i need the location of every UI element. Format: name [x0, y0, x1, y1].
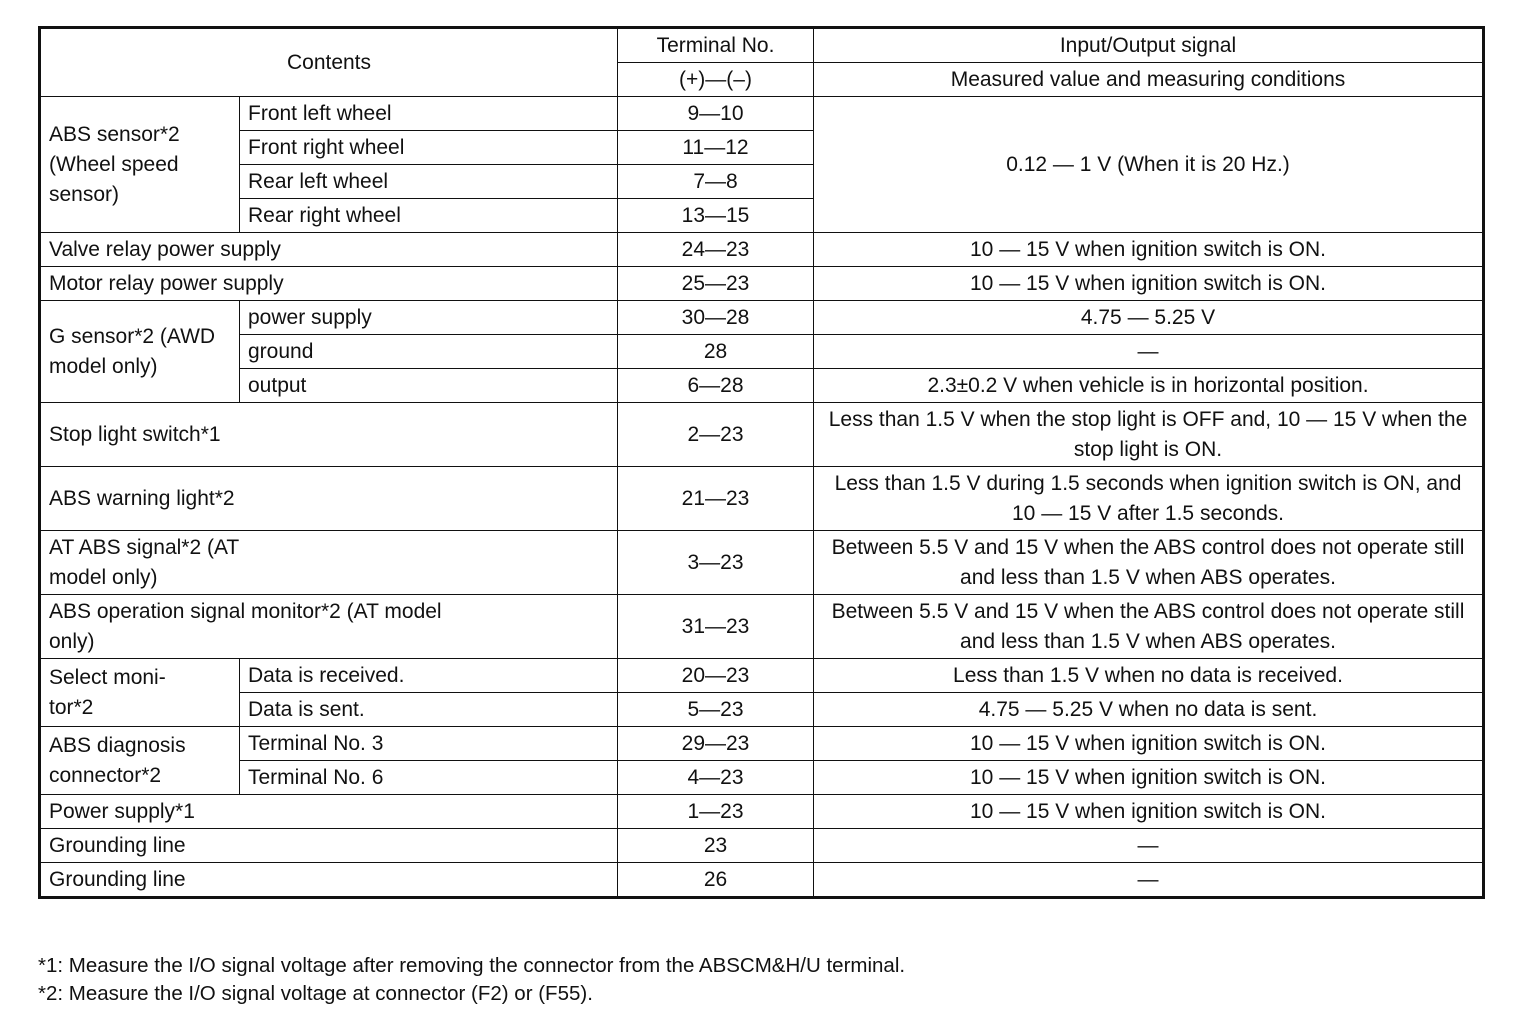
g-sensor-power-terminal: 30—28 — [618, 301, 814, 335]
abs-operation-signal: Between 5.5 V and 15 V when the ABS control does not operate still and less than 1.5 V when ABS operates. — [814, 595, 1484, 659]
abs-sensor-rear-right-terminal: 13—15 — [618, 199, 814, 233]
abs-sensor-front-left: Front left wheel — [240, 97, 618, 131]
motor-relay-terminal: 25—23 — [618, 267, 814, 301]
stop-light-label: Stop light switch*1 — [40, 403, 618, 467]
abs-diag-terminal-6-terminal: 4—23 — [618, 761, 814, 795]
abs-warning-label: ABS warning light*2 — [40, 467, 618, 531]
grounding-line-signal: — — [814, 829, 1484, 863]
motor-relay-signal: 10 — 15 V when ignition switch is ON. — [814, 267, 1484, 301]
g-sensor-output: output — [240, 369, 618, 403]
at-abs-signal-label: AT ABS signal*2 (AT model only) — [40, 531, 618, 595]
stop-light-signal: Less than 1.5 V when the stop light is OFF and, 10 — 15 V when the stop light is ON. — [814, 403, 1484, 467]
grounding-line-label: Grounding line — [40, 829, 618, 863]
select-monitor-received-terminal: 20—23 — [618, 659, 814, 693]
abs-warning-signal: Less than 1.5 V during 1.5 seconds when ignition switch is ON, and 10 — 15 V after 1.5 seconds. — [814, 467, 1484, 531]
footnote-2: *2: Measure the I/O signal voltage at connector (F2) or (F55). — [38, 982, 593, 1005]
valve-relay-label: Valve relay power supply — [40, 233, 618, 267]
grounding-line-terminal-2: 26 — [618, 863, 814, 898]
abs-operation-terminal: 31—23 — [618, 595, 814, 659]
abs-diag-terminal-6: Terminal No. 6 — [240, 761, 618, 795]
grounding-line-signal-2: — — [814, 863, 1484, 898]
abs-warning-terminal: 21—23 — [618, 467, 814, 531]
power-supply-terminal: 1—23 — [618, 795, 814, 829]
select-monitor-received: Data is received. — [240, 659, 618, 693]
g-sensor-ground: ground — [240, 335, 618, 369]
select-monitor-group: Select moni- tor*2 — [40, 659, 240, 727]
abs-diag-terminal-3-terminal: 29—23 — [618, 727, 814, 761]
valve-relay-terminal: 24—23 — [618, 233, 814, 267]
at-abs-signal-terminal: 3—23 — [618, 531, 814, 595]
footnote-1: *1: Measure the I/O signal voltage after removing the connector from the ABSCM&H/U terminal. — [38, 954, 906, 977]
g-sensor-output-terminal: 6—28 — [618, 369, 814, 403]
grounding-line-label-2: Grounding line — [40, 863, 618, 898]
abs-sensor-rear-left: Rear left wheel — [240, 165, 618, 199]
abs-diag-terminal-3-signal: 10 — 15 V when ignition switch is ON. — [814, 727, 1484, 761]
abs-diag-terminal-6-signal: 10 — 15 V when ignition switch is ON. — [814, 761, 1484, 795]
motor-relay-label: Motor relay power supply — [40, 267, 618, 301]
header-contents: Contents — [40, 28, 618, 97]
power-supply-signal: 10 — 15 V when ignition switch is ON. — [814, 795, 1484, 829]
abs-sensor-front-right: Front right wheel — [240, 131, 618, 165]
g-sensor-ground-terminal: 28 — [618, 335, 814, 369]
at-abs-signal-signal: Between 5.5 V and 15 V when the ABS control does not operate still and less than 1.5 V when ABS operates. — [814, 531, 1484, 595]
grounding-line-terminal: 23 — [618, 829, 814, 863]
abs-sensor-signal: 0.12 — 1 V (When it is 20 Hz.) — [814, 97, 1484, 233]
header-io-signal: Input/Output signal — [814, 28, 1484, 63]
g-sensor-power-supply: power supply — [240, 301, 618, 335]
power-supply-label: Power supply*1 — [40, 795, 618, 829]
abs-sensor-front-right-terminal: 11—12 — [618, 131, 814, 165]
g-sensor-ground-signal: — — [814, 335, 1484, 369]
abs-sensor-front-left-terminal: 9—10 — [618, 97, 814, 131]
abs-diag-terminal-3: Terminal No. 3 — [240, 727, 618, 761]
select-monitor-received-signal: Less than 1.5 V when no data is received. — [814, 659, 1484, 693]
select-monitor-sent: Data is sent. — [240, 693, 618, 727]
g-sensor-group: G sensor*2 (AWD model only) — [40, 301, 240, 403]
io-signal-table — [38, 26, 1485, 899]
select-monitor-sent-terminal: 5—23 — [618, 693, 814, 727]
header-measured: Measured value and measuring conditions — [814, 63, 1484, 97]
stop-light-terminal: 2—23 — [618, 403, 814, 467]
g-sensor-output-signal: 2.3±0.2 V when vehicle is in horizontal position. — [814, 369, 1484, 403]
select-monitor-sent-signal: 4.75 — 5.25 V when no data is sent. — [814, 693, 1484, 727]
footnotes — [38, 952, 905, 1008]
valve-relay-signal: 10 — 15 V when ignition switch is ON. — [814, 233, 1484, 267]
abs-sensor-rear-left-terminal: 7—8 — [618, 165, 814, 199]
header-terminal-polarity: (+)—(–) — [618, 63, 814, 97]
abs-sensor-group: ABS sensor*2 (Wheel speed sensor) — [40, 97, 240, 233]
abs-sensor-rear-right: Rear right wheel — [240, 199, 618, 233]
abs-operation-label: ABS operation signal monitor*2 (AT model only) — [40, 595, 618, 659]
abs-diag-group: ABS diagnosis connector*2 — [40, 727, 240, 795]
g-sensor-power-signal: 4.75 — 5.25 V — [814, 301, 1484, 335]
header-terminal-no: Terminal No. — [618, 28, 814, 63]
